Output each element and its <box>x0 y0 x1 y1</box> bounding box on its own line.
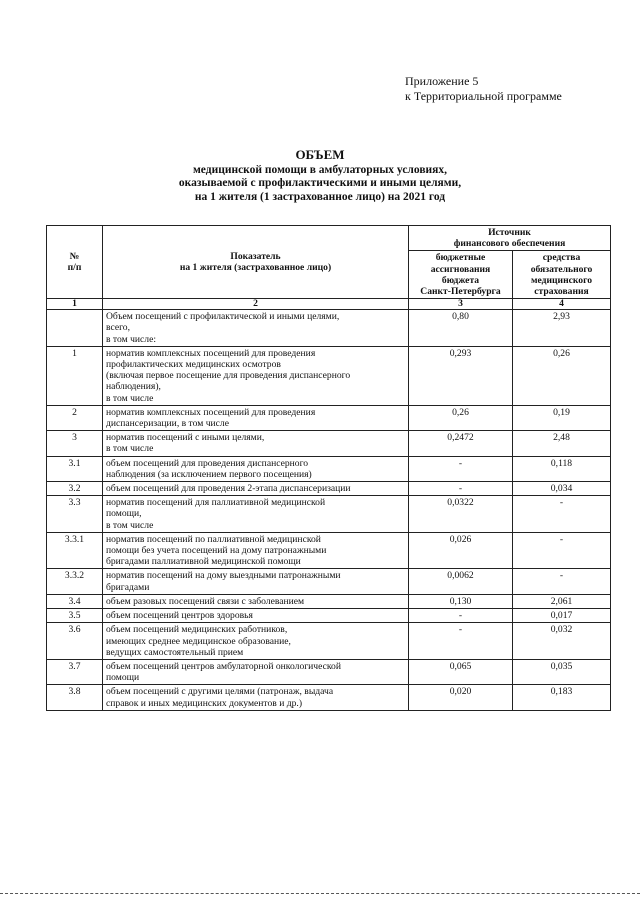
row-budget-value: 0,80 <box>409 310 513 347</box>
row-number: 3.5 <box>47 609 103 623</box>
table-row <box>47 685 611 710</box>
row-oms-value: 0,19 <box>513 405 611 430</box>
row-indicator: Объем посещений с профилактической и иными целями, всего, в том числе: <box>103 310 409 347</box>
row-number: 3.7 <box>47 659 103 684</box>
row-budget-value: 0,0322 <box>409 496 513 533</box>
row-number <box>47 310 103 347</box>
table-row <box>47 496 611 533</box>
row-number: 3.3.1 <box>47 532 103 569</box>
table-row <box>47 405 611 430</box>
volume-table <box>46 225 611 711</box>
row-number: 3.8 <box>47 685 103 710</box>
column-index: 1 <box>47 299 103 310</box>
row-indicator: норматив комплексных посещений для проведения диспансеризации, в том числе <box>103 405 409 430</box>
table-row <box>47 609 611 623</box>
column-index-row <box>47 299 611 310</box>
column-index: 4 <box>513 299 611 310</box>
row-indicator: норматив комплексных посещений для проведения профилактических медицинских осмотров (включая первое посещение для проведения диспансерного наблюдения), в том числе <box>103 346 409 405</box>
row-number: 3.3.2 <box>47 569 103 594</box>
row-budget-value: - <box>409 482 513 496</box>
row-oms-value: 0,26 <box>513 346 611 405</box>
table-row <box>47 346 611 405</box>
row-oms-value: - <box>513 532 611 569</box>
title-line-3: оказываемой с профилактическими и иными целями, <box>178 177 462 189</box>
row-oms-value: - <box>513 569 611 594</box>
column-index: 3 <box>409 299 513 310</box>
row-budget-value: 0,2472 <box>409 431 513 456</box>
row-indicator: объем разовых посещений связи с заболеванием <box>103 594 409 608</box>
document-title <box>150 148 490 204</box>
row-number: 3 <box>47 431 103 456</box>
row-number: 3.2 <box>47 482 103 496</box>
table-row <box>47 482 611 496</box>
row-budget-value: 0,0062 <box>409 569 513 594</box>
table-row <box>47 431 611 456</box>
title-line-2: медицинской помощи в амбулаторных условиях, <box>192 163 448 176</box>
header-number: № п/п <box>47 226 103 299</box>
row-budget-value: - <box>409 609 513 623</box>
column-index: 2 <box>103 299 409 310</box>
row-number: 1 <box>47 346 103 405</box>
row-number: 2 <box>47 405 103 430</box>
row-budget-value: - <box>409 623 513 660</box>
row-indicator: норматив посещений для паллиативной медицинской помощи, в том числе <box>103 496 409 533</box>
table-row <box>47 594 611 608</box>
row-budget-value: 0,130 <box>409 594 513 608</box>
row-indicator: объем посещений для проведения 2-этапа диспансеризации <box>103 482 409 496</box>
row-budget-value: 0,065 <box>409 659 513 684</box>
row-indicator: объем посещений для проведения диспансерного наблюдения (за исключением первого посещения) <box>103 456 409 481</box>
row-number: 3.4 <box>47 594 103 608</box>
row-oms-value: 0,032 <box>513 623 611 660</box>
table-row <box>47 659 611 684</box>
row-budget-value: 0,026 <box>409 532 513 569</box>
row-number: 3.3 <box>47 496 103 533</box>
header-oms: средства обязательного медицинского страхования <box>513 251 611 299</box>
row-number: 3.6 <box>47 623 103 660</box>
table-row <box>47 569 611 594</box>
row-indicator: норматив посещений по паллиативной медицинской помощи без учета посещений на дому патронажными бригадами паллиативной медицинской помощи <box>103 532 409 569</box>
header-funding-source: Источник финансового обеспечения <box>409 226 611 251</box>
row-indicator: норматив посещений с иными целями, в том числе <box>103 431 409 456</box>
table-body <box>47 310 611 711</box>
table-row <box>47 532 611 569</box>
row-oms-value: 0,034 <box>513 482 611 496</box>
row-number: 3.1 <box>47 456 103 481</box>
title-line-4: на 1 жителя (1 застрахованное лицо) на 2021 год <box>194 190 446 203</box>
header-budget: бюджетные ассигнования бюджета Санкт-Петербурга <box>409 251 513 299</box>
appendix-reference <box>405 74 562 104</box>
row-indicator: норматив посещений на дому выездными патронажными бригадами <box>103 569 409 594</box>
row-indicator: объем посещений с другими целями (патронаж, выдача справок и иных медицинских документов и др.) <box>103 685 409 710</box>
row-indicator: объем посещений медицинских работников, имеющих среднее медицинское образование, ведущих самостоятельный прием <box>103 623 409 660</box>
table-row <box>47 623 611 660</box>
title-main: ОБЪЕМ <box>295 147 345 162</box>
row-budget-value: - <box>409 456 513 481</box>
row-oms-value: - <box>513 496 611 533</box>
appendix-line-1: Приложение 5 <box>405 74 479 88</box>
row-oms-value: 0,118 <box>513 456 611 481</box>
table-row <box>47 310 611 347</box>
table-row <box>47 456 611 481</box>
row-budget-value: 0,293 <box>409 346 513 405</box>
row-oms-value: 2,48 <box>513 431 611 456</box>
row-indicator: объем посещений центров амбулаторной онкологической помощи <box>103 659 409 684</box>
row-budget-value: 0,26 <box>409 405 513 430</box>
row-oms-value: 0,035 <box>513 659 611 684</box>
row-oms-value: 0,183 <box>513 685 611 710</box>
row-indicator: объем посещений центров здоровья <box>103 609 409 623</box>
bottom-divider <box>0 893 640 894</box>
appendix-line-2: к Территориальной программе <box>405 89 562 103</box>
row-budget-value: 0,020 <box>409 685 513 710</box>
row-oms-value: 2,061 <box>513 594 611 608</box>
row-oms-value: 2,93 <box>513 310 611 347</box>
header-indicator: Показатель на 1 жителя (застрахованное лицо) <box>103 226 409 299</box>
row-oms-value: 0,017 <box>513 609 611 623</box>
